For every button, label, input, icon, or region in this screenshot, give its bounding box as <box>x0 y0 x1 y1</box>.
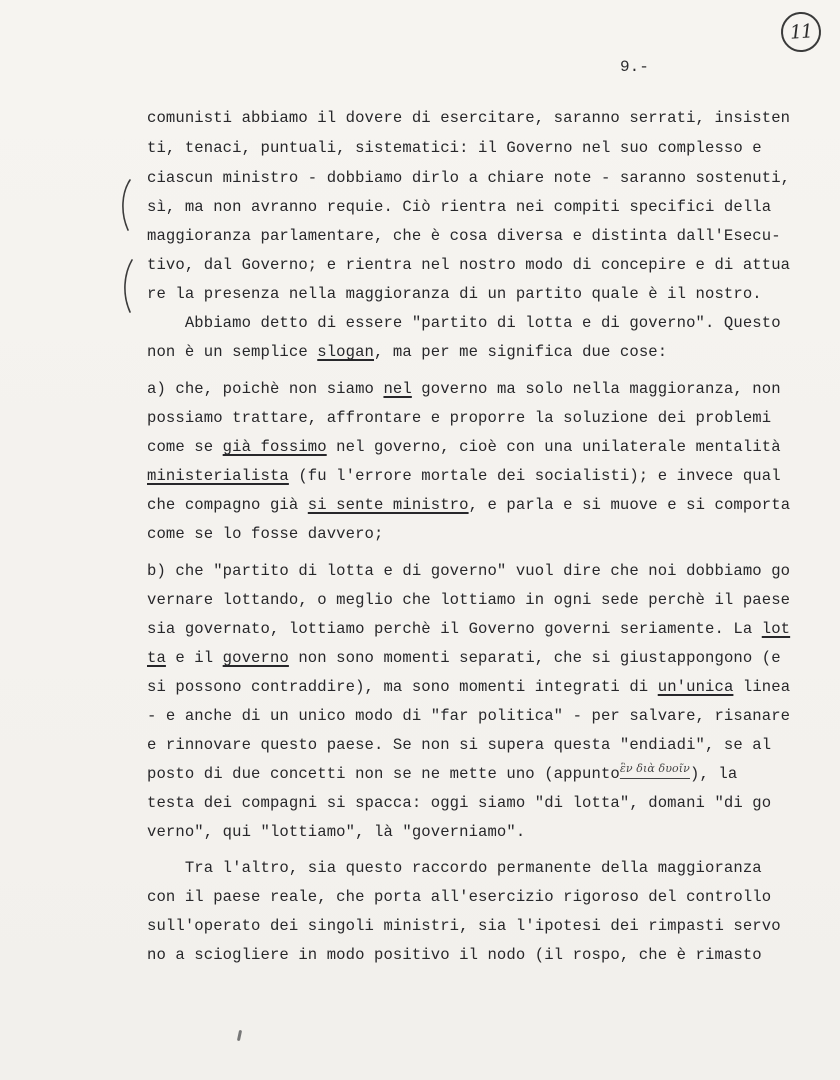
page-stamp <box>780 11 823 54</box>
text-line: no a sciogliere in modo positivo il nodo (il rospo, che è rimasto <box>147 946 762 964</box>
text-line: sia governato, lottiamo perchè il Governo governi seriamente. La lot <box>147 620 791 638</box>
text-line: e rinnovare questo paese. Se non si supera questa "endiadi", se al <box>147 736 772 754</box>
margin-bracket-mark <box>116 178 138 234</box>
text-line: si possono contraddire), ma sono momenti integrati di un'unica linea <box>147 678 791 696</box>
margin-bracket-mark <box>118 258 140 316</box>
text-line: ciascun ministro - dobbiamo dirlo a chiare note - saranno sostenuti, <box>147 169 791 187</box>
page-number: 9.- <box>620 58 649 76</box>
text-line: non è un semplice slogan, ma per me significa due cose: <box>147 343 668 361</box>
text-line: maggioranza parlamentare, che è cosa diversa e distinta dall'Esecu- <box>147 227 781 245</box>
text-line: possiamo trattare, affrontare e proporre la soluzione dei problemi <box>147 409 772 427</box>
text-line: posto di due concetti non se ne mette uno (appunto$^{ἓ\nu \delta\iota ὰ \delta\upsilon oῖ\nu}$), la <box>147 762 738 783</box>
text-line: Abbiamo detto di essere "partito di lotta e di governo". Questo <box>147 314 781 332</box>
handwritten-greek-annotation: ἓν διὰ δυοῖν <box>619 762 690 775</box>
text-line: verno", qui "lottiamo", là "governiamo". <box>147 823 526 841</box>
text-line: testa dei compagni si spacca: oggi siamo "di lotta", domani "di go <box>147 794 772 812</box>
text-line: sull'operato dei singoli ministri, sia l'ipotesi dei rimpasti servo <box>147 917 781 935</box>
text-line: ta e il governo non sono momenti separati, che si giustappongono (e <box>147 649 781 667</box>
text-line: ministerialista (fu l'errore mortale dei socialisti); e invece qual <box>147 467 781 485</box>
text-line: a) che, poichè non siamo nel governo ma solo nella maggioranza, non <box>147 380 781 398</box>
text-line: b) che "partito di lotta e di governo" vuol dire che noi dobbiamo go <box>147 562 791 580</box>
text-line: vernare lottando, o meglio che lottiamo in ogni sede perchè il paese <box>147 591 791 609</box>
text-line: sì, ma non avranno requie. Ciò rientra nei compiti specifici della <box>147 198 772 216</box>
text-line: - e anche di un unico modo di "far politica" - per salvare, risanare <box>147 707 791 725</box>
stamp-number: 11 <box>789 20 813 44</box>
paper-speck <box>237 1030 242 1041</box>
text-line: tivo, dal Governo; e rientra nel nostro modo di concepire e di attua <box>147 256 791 274</box>
text-line: re la presenza nella maggioranza di un partito quale è il nostro. <box>147 285 762 303</box>
text-line: comunisti abbiamo il dovere di esercitare, saranno serrati, insisten <box>147 109 791 127</box>
text-line: con il paese reale, che porta all'esercizio rigoroso del controllo <box>147 888 772 906</box>
text-line: Tra l'altro, sia questo raccordo permanente della maggioranza <box>147 859 762 877</box>
text-line: come se già fossimo nel governo, cioè con una unilaterale mentalità <box>147 438 781 456</box>
text-line: che compagno già si sente ministro, e parla e si muove e si comporta <box>147 496 791 514</box>
text-line: ti, tenaci, puntuali, sistematici: il Governo nel suo complesso e <box>147 139 762 157</box>
text-line: come se lo fosse davvero; <box>147 525 384 543</box>
